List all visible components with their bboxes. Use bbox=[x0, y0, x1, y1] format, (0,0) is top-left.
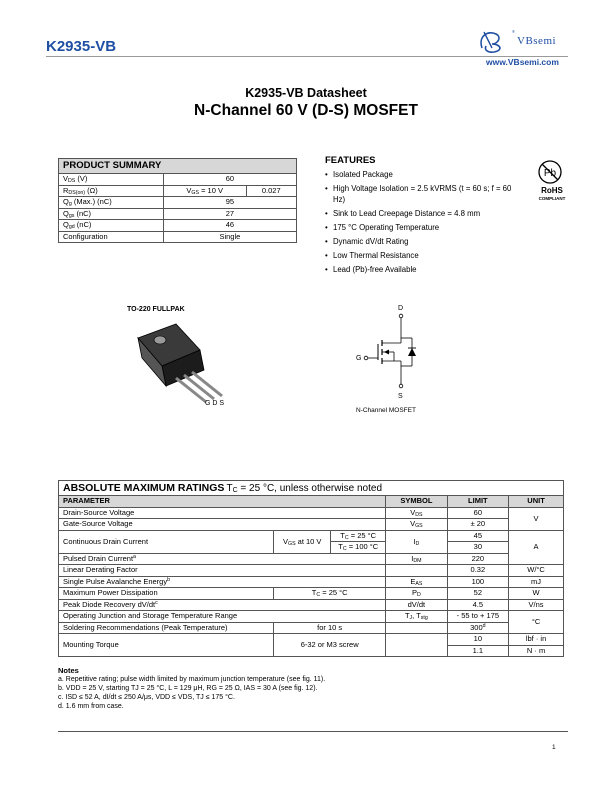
gate-label: G bbox=[356, 355, 362, 362]
amr-unit: mJ bbox=[509, 576, 564, 588]
summary-value: 0.027 bbox=[246, 185, 296, 197]
col-unit: UNIT bbox=[509, 496, 564, 508]
amr-symbol bbox=[386, 634, 447, 657]
table-row bbox=[59, 565, 564, 577]
amr-unit: lbf · in bbox=[509, 634, 564, 646]
amr-limit: - 55 to + 175 bbox=[447, 611, 508, 623]
table-row bbox=[59, 197, 297, 209]
amr-param: Pulsed Drain Current$^a$ bbox=[59, 553, 386, 565]
list-item: • Isolated Package bbox=[325, 169, 519, 180]
amr-unit: A bbox=[509, 530, 564, 565]
note-item: b. VDD = 25 V, starting TJ = 25 °C, L = 129 μH, RG = 25 Ω, IAS = 30 A (see fig. 12). bbox=[58, 685, 318, 692]
amr-unit: N · m bbox=[509, 645, 564, 657]
rohs-symbol-text: Pb bbox=[543, 168, 557, 179]
amr-limit: 30 bbox=[447, 542, 508, 554]
list-item: • Low Thermal Resistance bbox=[325, 250, 519, 261]
summary-value: 95 bbox=[163, 197, 296, 209]
table-row bbox=[59, 185, 297, 197]
table-header-row bbox=[59, 496, 564, 508]
amr-limit: 10 bbox=[447, 634, 508, 646]
product-summary-table bbox=[58, 158, 297, 243]
amr-condition: 6-32 or M3 screw bbox=[274, 634, 386, 657]
amr-param: Operating Junction and Storage Temperature Range bbox=[59, 611, 386, 623]
amr-symbol bbox=[386, 565, 447, 577]
amr-limit: 4.5 bbox=[447, 599, 508, 611]
amr-param: Mounting Torque bbox=[59, 634, 274, 657]
datasheet-subtitle: N-Channel 60 V (D-S) MOSFET bbox=[194, 102, 418, 119]
amr-condition: $T_C = 25$ °C bbox=[331, 530, 386, 542]
amr-condition: $T_C = 25$ °C bbox=[274, 588, 386, 600]
note-item: c. ISD ≤ 52 A, dI/dt ≤ 250 A/μs, VDD ≤ VDS, TJ ≤ 175 °C. bbox=[58, 694, 235, 701]
features-heading: FEATURES bbox=[325, 155, 376, 166]
amr-unit: W/°C bbox=[509, 565, 564, 577]
amr-param: Single Pulse Avalanche Energy$^b$ bbox=[59, 576, 386, 588]
amr-limit: 300$^d$ bbox=[447, 622, 508, 634]
table-row bbox=[59, 588, 564, 600]
table-row bbox=[59, 507, 564, 519]
amr-unit: °C bbox=[509, 611, 564, 634]
summary-value: 60 bbox=[163, 174, 296, 186]
footer-divider bbox=[58, 731, 568, 732]
amr-limit: 220 bbox=[447, 553, 508, 565]
package-label: TO-220 FULLPAK bbox=[127, 306, 185, 313]
summary-value: 27 bbox=[163, 208, 296, 220]
amr-symbol: $P_D$ bbox=[386, 588, 447, 600]
table-row bbox=[59, 530, 564, 542]
table-row bbox=[59, 553, 564, 565]
website-link[interactable]: www.VBsemi.com bbox=[486, 57, 559, 67]
amr-limit: 60 bbox=[447, 507, 508, 519]
logo-wordmark: VBsemi bbox=[517, 35, 557, 47]
absolute-maximum-ratings-table bbox=[58, 480, 564, 657]
table-row bbox=[59, 634, 564, 646]
rohs-compliant-label: COMPLIANT bbox=[538, 196, 566, 201]
amr-condition: $V_{GS}$ at 10 V bbox=[274, 530, 331, 553]
note-item: a. Repetitive rating; pulse width limited by maximum junction temperature (see fig. 11). bbox=[58, 676, 326, 683]
schematic-caption: N-Channel MOSFET bbox=[356, 407, 416, 414]
amr-limit: 52 bbox=[447, 588, 508, 600]
summary-param: $Q_g$ (Max.) (nC) bbox=[59, 197, 164, 209]
amr-limit: ± 20 bbox=[447, 519, 508, 531]
amr-unit: V/ns bbox=[509, 599, 564, 611]
notes-section bbox=[58, 666, 564, 711]
amr-param: Maximum Power Dissipation bbox=[59, 588, 274, 600]
list-item: • High Voltage Isolation = 2.5 kVRMS (t = 60 s; f = 60 Hz) bbox=[325, 183, 519, 205]
amr-param: Soldering Recommendations (Peak Temperature) bbox=[59, 622, 274, 634]
amr-symbol: $V_{GS}$ bbox=[386, 519, 447, 531]
amr-symbol: $I_D$ bbox=[386, 530, 447, 553]
svg-text:®: ® bbox=[512, 29, 515, 34]
list-item: • Dynamic dV/dt Rating bbox=[325, 236, 519, 247]
amr-title: ABSOLUTE MAXIMUM RATINGS $T_C = 25$ °C, unless otherwise noted bbox=[59, 481, 564, 496]
notes-heading: Notes bbox=[58, 666, 79, 675]
note-item: d. 1.6 mm from case. bbox=[58, 703, 124, 710]
summary-condition: $V_{GS} = 10$ V bbox=[163, 185, 246, 197]
summary-value: 46 bbox=[163, 220, 296, 232]
summary-param: $V_{DS}$ (V) bbox=[59, 174, 164, 186]
table-row bbox=[59, 231, 297, 243]
amr-symbol bbox=[386, 622, 447, 634]
amr-condition: for 10 s bbox=[274, 622, 386, 634]
col-limit: LIMIT bbox=[447, 496, 508, 508]
datasheet-title: K2935-VB Datasheet bbox=[245, 86, 367, 100]
table-row bbox=[59, 220, 297, 232]
n-channel-mosfet-symbol-icon bbox=[352, 302, 422, 400]
amr-limit: 100 bbox=[447, 576, 508, 588]
features-list bbox=[325, 169, 519, 278]
list-item: • 175 °C Operating Temperature bbox=[325, 222, 519, 233]
rohs-label: RoHS bbox=[541, 186, 563, 195]
amr-symbol: dV/dt bbox=[386, 599, 447, 611]
col-parameter: PARAMETER bbox=[59, 496, 386, 508]
amr-symbol: $I_{DM}$ bbox=[386, 553, 447, 565]
amr-param: Gate-Source Voltage bbox=[59, 519, 386, 531]
drain-label: D bbox=[398, 305, 404, 312]
amr-symbol: $T_J$, $T_{stg}$ bbox=[386, 611, 447, 623]
package-pin-labels: G D S bbox=[205, 400, 225, 407]
summary-param: $Q_{gs}$ (nC) bbox=[59, 208, 164, 220]
amr-limit: 1.1 bbox=[447, 645, 508, 657]
summary-param: $R_{DS(on)}$ (Ω) bbox=[59, 185, 164, 197]
product-summary-heading: PRODUCT SUMMARY bbox=[59, 159, 297, 174]
amr-param: Drain-Source Voltage bbox=[59, 507, 386, 519]
summary-param: Configuration bbox=[59, 231, 164, 243]
list-item: • Lead (Pb)-free Available bbox=[325, 264, 519, 275]
amr-symbol: $V_{DS}$ bbox=[386, 507, 447, 519]
table-row bbox=[59, 576, 564, 588]
amr-condition: $T_C = 100$ °C bbox=[331, 542, 386, 554]
table-row bbox=[59, 519, 564, 531]
list-item: • Sink to Lead Creepage Distance = 4.8 mm bbox=[325, 208, 519, 219]
amr-param: Peak Diode Recovery $dV/dt^c$ bbox=[59, 599, 386, 611]
table-row bbox=[59, 208, 297, 220]
summary-value: Single bbox=[163, 231, 296, 243]
source-label: S bbox=[398, 393, 403, 400]
table-row bbox=[59, 611, 564, 623]
amr-param: Continuous Drain Current bbox=[59, 530, 274, 553]
col-symbol: SYMBOL bbox=[386, 496, 447, 508]
table-row bbox=[59, 174, 297, 186]
page-number: 1 bbox=[552, 744, 556, 751]
amr-symbol: $E_{AS}$ bbox=[386, 576, 447, 588]
table-row bbox=[59, 599, 564, 611]
amr-unit: V bbox=[509, 507, 564, 530]
summary-param: $Q_{gd}$ (nC) bbox=[59, 220, 164, 232]
part-name-heading: K2935-VB bbox=[46, 38, 117, 55]
amr-param: Linear Derating Factor bbox=[59, 565, 386, 577]
table-row bbox=[59, 622, 564, 634]
amr-unit: W bbox=[509, 588, 564, 600]
amr-limit: 0.32 bbox=[447, 565, 508, 577]
amr-limit: 45 bbox=[447, 530, 508, 542]
